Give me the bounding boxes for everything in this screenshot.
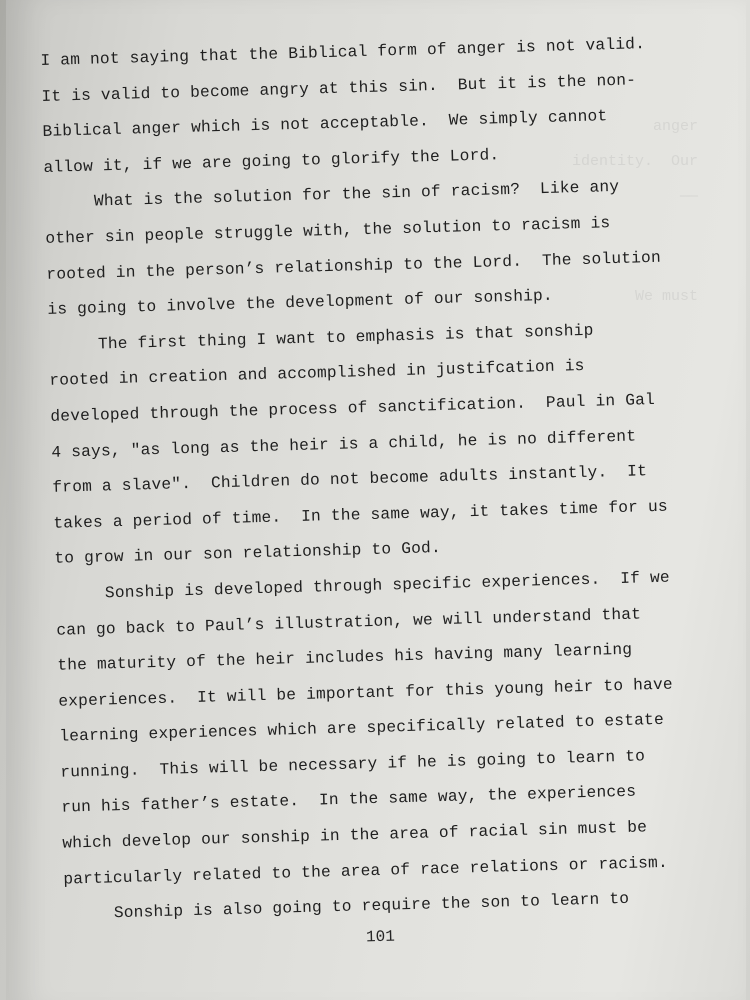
text-line: The first thing I want to emphasis is that sonship: [48, 321, 594, 355]
text-line: learning experiences which are specifically related to estate: [59, 711, 665, 747]
text-line: It is valid to become angry at this sin. But it is the non-: [41, 70, 637, 106]
show-through-text: anger: [652, 118, 698, 135]
text-line: to grow in our son relationship to God.: [54, 539, 442, 569]
text-line: What is the solution for the sin of racism? Like any: [44, 178, 620, 213]
text-line: from a slave". Children do not become adults instantly. It: [52, 462, 648, 497]
text-line: the maturity of the heir includes his having many learning: [57, 640, 633, 675]
text-line: running. This will be necessary if he is going to learn to: [60, 747, 646, 782]
text-line: can go back to Paul’s illustration, we will understand that: [56, 604, 642, 640]
text-line: allow it, if we are going to glorify the Lord.: [43, 146, 500, 177]
show-through-text: We must: [634, 288, 698, 305]
text-line: which develop our sonship in the area of racial sin must be: [62, 818, 648, 853]
text-line: takes a period of time. In the same way, it takes time for us: [53, 497, 669, 533]
text-line: Sonship is developed through specific experiences. If we: [55, 568, 671, 604]
text-line: run his father’s estate. In the same way, the experiences: [61, 783, 637, 818]
text-line: is going to involve the development of our sonship.: [47, 286, 554, 320]
text-line: Sonship is also going to require the son to learn to: [64, 890, 630, 924]
text-line: I am not saying that the Biblical form of anger is not valid.: [40, 35, 646, 70]
show-through-text: identity. Our: [571, 153, 698, 170]
text-line: experiences. It will be important for this young heir to have: [58, 675, 674, 711]
text-line: particularly related to the area of race relations or racism.: [63, 853, 669, 889]
text-line: other sin people struggle with, the solution to racism is: [45, 214, 611, 248]
document-body: [40, 25, 745, 933]
text-line: rooted in creation and accomplished in justifcation is: [49, 357, 585, 391]
text-line: rooted in the person’s relationship to the Lord. The solution: [46, 248, 662, 284]
page-number: 101: [365, 927, 396, 947]
show-through-text: ——: [679, 188, 698, 205]
text-line: Biblical anger which is not acceptable. We simply cannot: [42, 107, 608, 142]
text-line: 4 says, "as long as the heir is a child, he is no different: [51, 427, 637, 462]
text-line: developed through the process of sanctification. Paul in Gal: [50, 390, 656, 426]
